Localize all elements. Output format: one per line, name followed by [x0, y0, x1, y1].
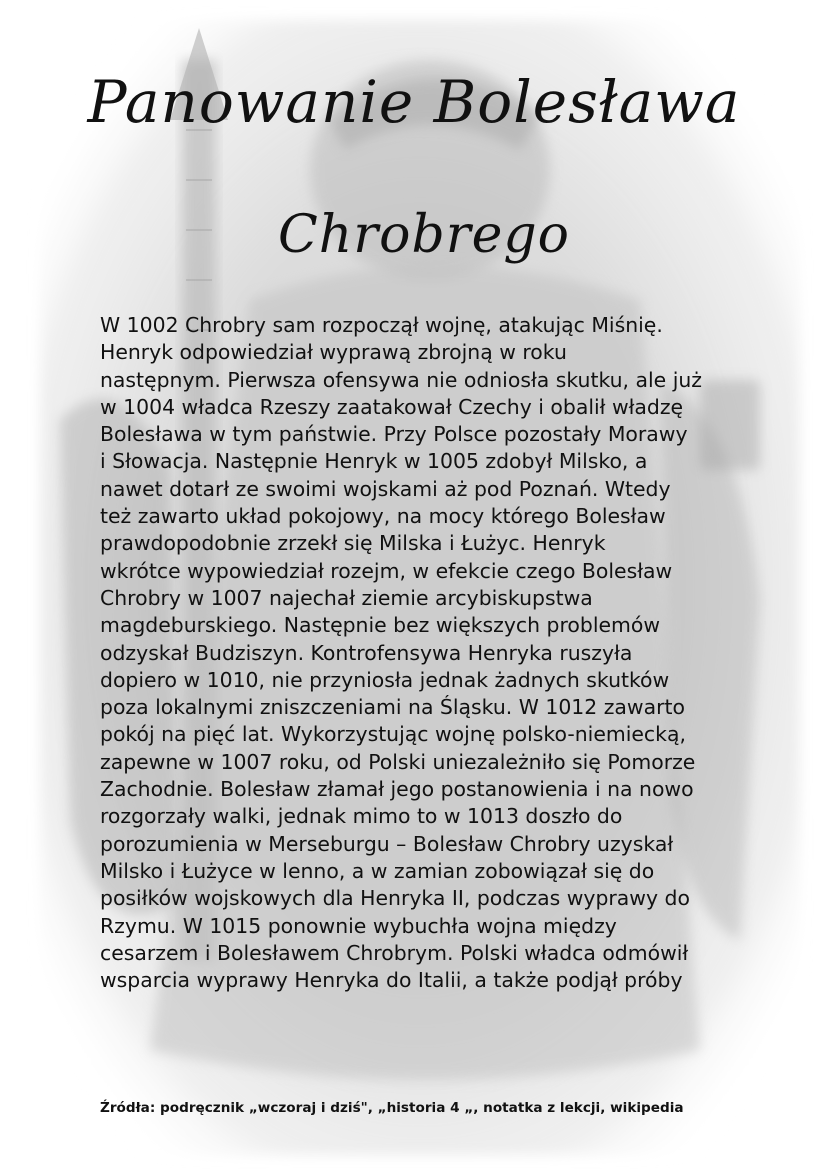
body-line: pokój na pięć lat. Wykorzystując wojnę polsko-niemiecką, [100, 722, 686, 747]
body-line: dopiero w 1010, nie przyniosła jednak żadnych skutków [100, 667, 670, 692]
body-line: wkrótce wypowiedział rozejm, w efekcie czego Bolesław [100, 558, 673, 583]
body-line: cesarzem i Bolesławem Chrobrym. Polski władca odmówił [100, 940, 689, 965]
body-line: zapewne w 1007 roku, od Polski uniezależniło się Pomorze [100, 749, 696, 774]
title-line-2: Chrobrego [278, 205, 570, 265]
body-line: odzyskał Budziszyn. Kontrofensywa Henryka ruszyła [100, 640, 633, 665]
sources-footnote: Źródła: podręcznik „wczoraj i dziś", „historia 4 „, notatka z lekcji, wikipedia [100, 1100, 684, 1116]
body-line: poza lokalnymi zniszczeniami na Śląsku. W 1012 zawarto [100, 695, 685, 720]
body-line: posiłków wojskowych dla Henryka II, podczas wyprawy do [100, 886, 690, 911]
body-line: Rzymu. W 1015 ponownie wybuchła wojna między [100, 913, 617, 938]
body-line: nawet dotarł ze swoimi wojskami aż pod Poznań. Wtedy [100, 476, 671, 501]
body-line: rozgorzały walki, jednak mimo to w 1013 doszło do [100, 804, 623, 829]
body-line: prawdopodobnie zrzekł się Milska i Łużyc. Henryk [100, 531, 606, 556]
body-line: Zachodnie. Bolesław złamał jego postanowienia i na nowo [100, 777, 694, 802]
body-line: i Słowacja. Następnie Henryk w 1005 zdobył Milsko, a [100, 449, 648, 474]
body-paragraph [100, 312, 732, 994]
body-line: porozumienia w Merseburgu – Bolesław Chrobry uzyskał [100, 831, 674, 856]
body-line: też zawarto układ pokojowy, na mocy którego Bolesław [100, 504, 666, 529]
body-line: magdeburskiego. Następnie bez większych problemów [100, 613, 661, 638]
title-line-1: Panowanie Bolesława [87, 68, 741, 136]
body-line: Henryk odpowiedział wyprawą zbrojną w roku [100, 340, 567, 365]
body-line: Milsko i Łużyce w lenno, a w zamian zobowiązał się do [100, 858, 655, 883]
body-line: w 1004 władca Rzeszy zaatakował Czechy i obalił władzę [100, 394, 684, 419]
body-line: wsparcia wyprawy Henryka do Italii, a także podjął próby [100, 968, 683, 993]
body-line: W 1002 Chrobry sam rozpoczął wojnę, atakując Miśnię. [100, 313, 663, 337]
body-line: następnym. Pierwsza ofensywa nie odniosła skutku, ale już [100, 367, 702, 392]
body-line: Bolesława w tym państwie. Przy Polsce pozostały Morawy [100, 422, 688, 447]
body-line: Chrobry w 1007 najechał ziemie arcybiskupstwa [100, 585, 593, 610]
